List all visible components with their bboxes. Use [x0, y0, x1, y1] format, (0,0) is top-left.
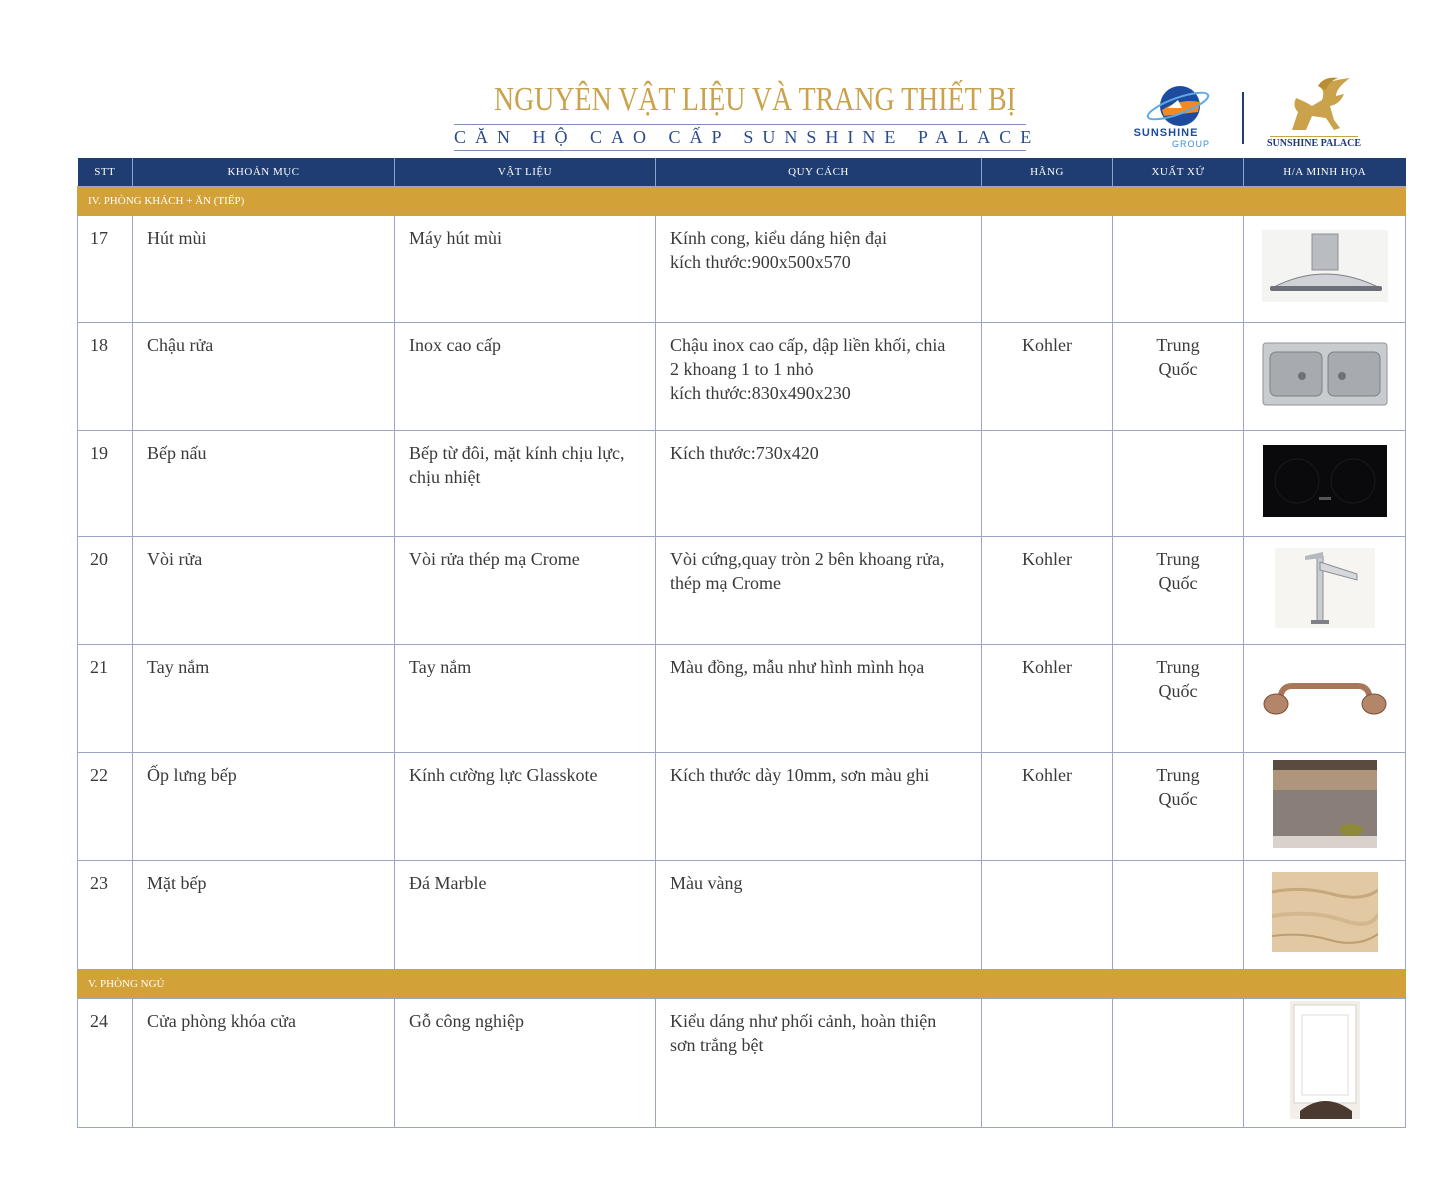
palace-logo-text: SUNSHINE PALACE	[1267, 138, 1361, 149]
sunshine-palace-logo	[1262, 76, 1366, 152]
cell-spec	[656, 216, 982, 323]
cell-brand: Kohler	[982, 537, 1113, 645]
cell-origin	[1113, 861, 1244, 970]
cell-item: Tay nắm	[133, 645, 395, 753]
cell-stt: 21	[78, 645, 133, 753]
origin-line: Trung	[1156, 765, 1200, 785]
spec-line: Kính cong, kiểu dáng hiện đại	[670, 228, 887, 248]
cell-image	[1244, 537, 1406, 645]
table-row	[78, 861, 1406, 970]
cell-spec	[656, 537, 982, 645]
cell-stt: 20	[78, 537, 133, 645]
cell-origin	[1113, 537, 1244, 645]
cell-image	[1244, 753, 1406, 861]
backsplash-icon	[1273, 760, 1377, 848]
cell-origin	[1113, 753, 1244, 861]
table-row	[78, 999, 1406, 1128]
cell-stt: 17	[78, 216, 133, 323]
cell-item: Ốp lưng bếp	[133, 753, 395, 861]
door-icon	[1290, 1001, 1360, 1119]
cell-material: Bếp từ đôi, mặt kính chịu lực, chịu nhiệt	[395, 431, 656, 537]
cell-material: Gỗ công nghiệp	[395, 999, 656, 1128]
sink-icon	[1262, 342, 1388, 406]
spec-line: kích thước:830x490x230	[670, 383, 851, 403]
spec-line: kích thước:900x500x570	[670, 252, 851, 272]
induction-cooktop-icon	[1263, 445, 1387, 517]
page-subtitle: CĂN HỘ CAO CẤP SUNSHINE PALACE	[454, 124, 1026, 151]
cell-stt: 19	[78, 431, 133, 537]
spec-line: 2 khoang 1 to 1 nhỏ	[670, 359, 814, 379]
handle-icon	[1262, 674, 1388, 718]
cell-material: Đá Marble	[395, 861, 656, 970]
origin-line: Quốc	[1158, 359, 1198, 379]
section-label: IV. PHÒNG KHÁCH + ĂN (TIẾP)	[78, 187, 1406, 216]
pegasus-icon	[1262, 76, 1366, 136]
sunshine-logo-text: SUNSHINE	[1133, 127, 1199, 139]
cell-spec: Màu vàng	[656, 861, 982, 970]
cell-brand	[982, 216, 1113, 323]
cell-stt: 18	[78, 323, 133, 431]
cell-item: Chậu rửa	[133, 323, 395, 431]
table-row	[78, 645, 1406, 753]
sunshine-globe-icon	[1118, 84, 1214, 130]
cell-stt: 24	[78, 999, 133, 1128]
range-hood-icon	[1262, 230, 1388, 302]
sunshine-logo-group: GROUP	[1171, 139, 1210, 149]
cell-item: Bếp nấu	[133, 431, 395, 537]
section-row-living-dining	[78, 187, 1406, 216]
spec-line: Chậu inox cao cấp, dập liền khối, chia	[670, 335, 946, 355]
cell-item: Mặt bếp	[133, 861, 395, 970]
cell-image	[1244, 431, 1406, 537]
sunshine-group-logo	[1118, 84, 1214, 150]
col-header-origin: XUẤT XỨ	[1113, 158, 1244, 187]
cell-image	[1244, 861, 1406, 970]
page-title: NGUYÊN VẬT LIỆU VÀ TRANG THIẾT BỊ	[494, 81, 1016, 118]
cell-brand: Kohler	[982, 645, 1113, 753]
cell-image	[1244, 323, 1406, 431]
origin-line: Quốc	[1158, 789, 1198, 809]
origin-line: Trung	[1156, 657, 1200, 677]
spec-line: Vòi cứng,quay tròn 2 bên khoang rửa,	[670, 549, 945, 569]
cell-image	[1244, 216, 1406, 323]
cell-brand	[982, 431, 1113, 537]
section-label: V. PHÒNG NGỦ	[78, 970, 1406, 999]
cell-origin	[1113, 431, 1244, 537]
cell-item: Cửa phòng khóa cửa	[133, 999, 395, 1128]
cell-brand	[982, 999, 1113, 1128]
cell-origin	[1113, 323, 1244, 431]
origin-line: Quốc	[1158, 573, 1198, 593]
palace-logo-line	[1270, 136, 1358, 137]
col-header-spec: QUY CÁCH	[656, 158, 982, 187]
table-row	[78, 323, 1406, 431]
marble-icon	[1272, 872, 1378, 952]
cell-origin	[1113, 999, 1244, 1128]
cell-origin	[1113, 216, 1244, 323]
col-header-material: VẬT LIỆU	[395, 158, 656, 187]
cell-stt: 23	[78, 861, 133, 970]
cell-spec: Kích thước:730x420	[656, 431, 982, 537]
cell-spec	[656, 323, 982, 431]
header	[440, 78, 1040, 151]
spec-line: thép mạ Crome	[670, 573, 781, 593]
cell-material: Tay nắm	[395, 645, 656, 753]
cell-material: Máy hút mùi	[395, 216, 656, 323]
origin-line: Quốc	[1158, 681, 1198, 701]
table-row	[78, 431, 1406, 537]
cell-material: Vòi rửa thép mạ Crome	[395, 537, 656, 645]
materials-table	[77, 158, 1406, 1128]
cell-item: Hút mùi	[133, 216, 395, 323]
cell-image	[1244, 645, 1406, 753]
col-header-item: KHOẢN MỤC	[133, 158, 395, 187]
cell-item: Vòi rửa	[133, 537, 395, 645]
section-row-bedroom	[78, 970, 1406, 999]
cell-material: Kính cường lực Glasskote	[395, 753, 656, 861]
cell-stt: 22	[78, 753, 133, 861]
spec-line: sơn trắng bệt	[670, 1035, 764, 1055]
cell-brand: Kohler	[982, 753, 1113, 861]
cell-brand: Kohler	[982, 323, 1113, 431]
cell-origin	[1113, 645, 1244, 753]
table-row	[78, 537, 1406, 645]
col-header-stt: STT	[78, 158, 133, 187]
origin-line: Trung	[1156, 335, 1200, 355]
table-row	[78, 753, 1406, 861]
faucet-icon	[1275, 548, 1375, 628]
origin-line: Trung	[1156, 549, 1200, 569]
cell-image	[1244, 999, 1406, 1128]
cell-brand	[982, 861, 1113, 970]
cell-material: Inox cao cấp	[395, 323, 656, 431]
cell-spec	[656, 999, 982, 1128]
col-header-brand: HÃNG	[982, 158, 1113, 187]
table-header-row	[78, 158, 1406, 187]
spec-line: Kiểu dáng như phối cảnh, hoàn thiện	[670, 1011, 937, 1031]
col-header-image: H/A MINH HỌA	[1244, 158, 1406, 187]
table-row	[78, 216, 1406, 323]
cell-spec: Màu đồng, mẫu như hình mình họa	[656, 645, 982, 753]
logo-divider	[1242, 92, 1244, 144]
cell-spec: Kích thước dày 10mm, sơn màu ghi	[656, 753, 982, 861]
